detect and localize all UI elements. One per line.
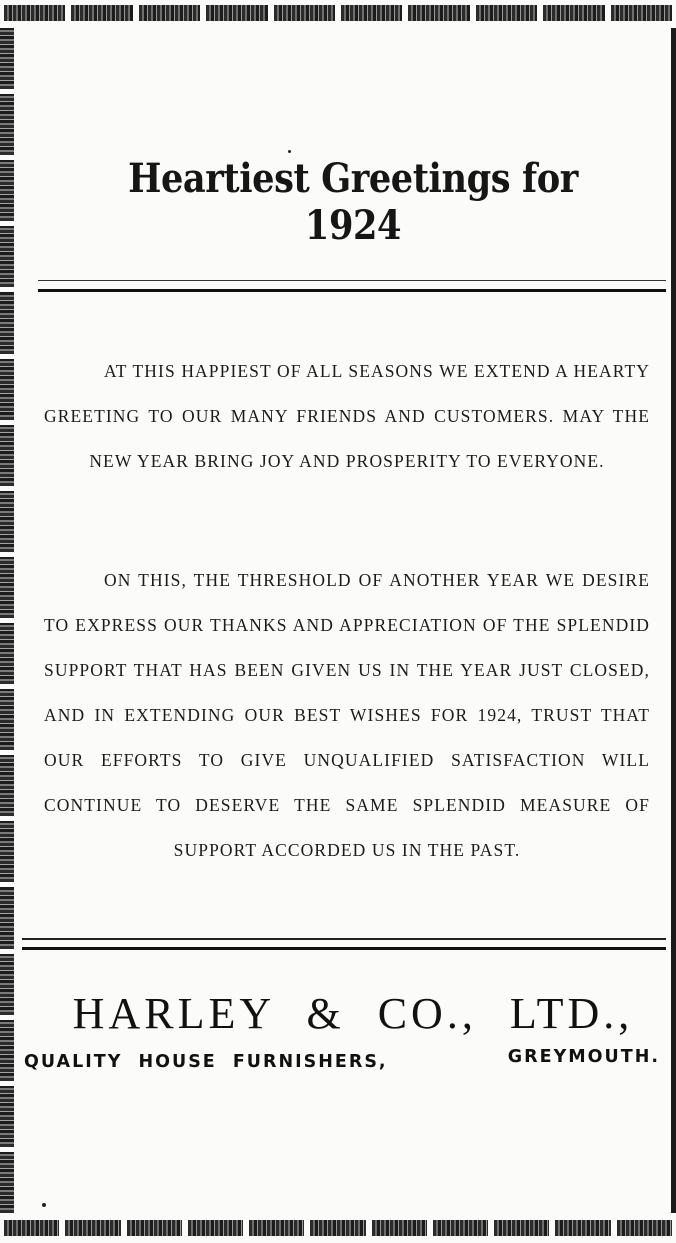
border-segment [249,1220,304,1236]
border-segment [0,28,14,89]
border-segment [274,5,335,21]
border-segment [372,1220,427,1236]
border-segment [0,491,14,552]
border-segment [206,5,267,21]
border-segment [0,623,14,684]
decorative-border-left [0,28,16,1213]
border-segment [0,1086,14,1147]
border-segment [0,887,14,948]
border-segment [127,1220,182,1236]
company-location: GREYMOUTH. [507,1047,660,1067]
border-segment [341,5,402,21]
border-segment [0,160,14,221]
divider-rule-bottom [22,938,666,950]
border-segment [0,226,14,287]
border-segment [0,1020,14,1081]
thanks-paragraph: ON THIS, THE THRESHOLD OF ANOTHER YEAR WE DESIRE TO EXPRESS OUR THANKS AND APPRECIATION OF THE SPLENDID SUPPORT THAT HAS BEEN GIVEN US IN THE YEAR JUST CLOSED, AND IN EXTENDING OUR BEST WISHES FOR 1924, TRUST THAT OUR EFFORTS TO GIVE UNQUALIFIED SATISFACTION WILL CONTINUE TO DESERVE THE SAME SPLENDID MEASURE OF SUPPORT ACCORDED US IN THE PAST. [44,569,650,860]
border-segment [4,1220,59,1236]
company-name: HARLEY & CO., LTD., [72,989,634,1038]
headline: Heartiest Greetings for 1924 [128,155,578,249]
border-segment [0,821,14,882]
divider-rule-top [38,280,666,292]
border-segment [0,755,14,816]
ink-speck [42,1203,46,1207]
border-segment [0,954,14,1015]
border-segment [139,5,200,21]
border-segment [310,1220,365,1236]
border-segment [4,5,65,21]
border-segment [0,1152,14,1213]
decorative-border-top [4,0,672,26]
border-segment [0,94,14,155]
border-segment [617,1220,672,1236]
border-segment [494,1220,549,1236]
border-segment [408,5,469,21]
border-segment [0,689,14,750]
border-segment [543,5,604,21]
border-segment [188,1220,243,1236]
border-segment [555,1220,610,1236]
border-segment [65,1220,120,1236]
border-segment [71,5,132,21]
border-segment [0,557,14,618]
border-segment [0,292,14,353]
decorative-border-right [671,28,676,1213]
border-segment [476,5,537,21]
border-segment [0,359,14,420]
border-segment [611,5,672,21]
greeting-paragraph: AT THIS HAPPIEST OF ALL SEASONS WE EXTEND A HEARTY GREETING TO OUR MANY FRIENDS AND CUSTOMERS. MAY THE NEW YEAR BRING JOY AND PROSPERITY TO EVERYONE. [44,360,650,471]
border-segment [0,425,14,486]
company-tagline: QUALITY HOUSE FURNISHERS, [24,1052,388,1072]
border-segment [433,1220,488,1236]
ink-speck [288,150,291,153]
decorative-border-bottom [4,1215,672,1241]
